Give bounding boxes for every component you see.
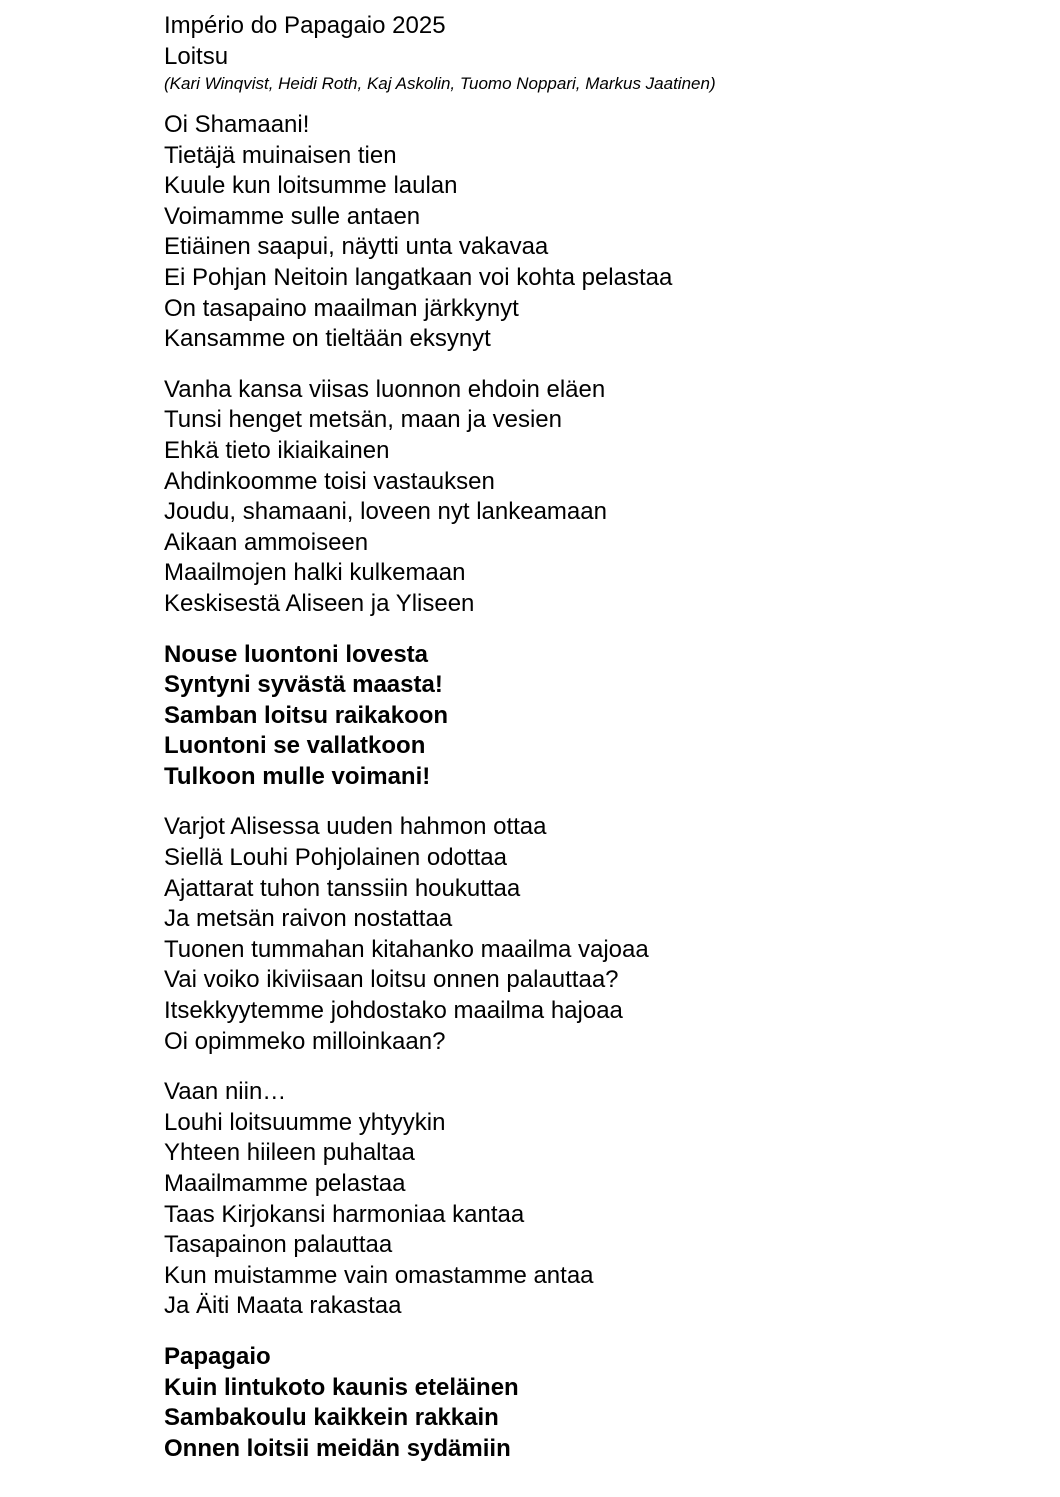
lyric-line: Varjot Alisessa uuden hahmon ottaa xyxy=(164,813,547,841)
chorus-stanza xyxy=(164,1342,1044,1464)
lyric-line: Siellä Louhi Pohjolainen odottaa xyxy=(164,844,507,872)
verse-stanza xyxy=(164,812,1044,1057)
lyrics-body xyxy=(164,110,1044,1464)
lyric-line: Onnen loitsii meidän sydämiin xyxy=(164,1434,511,1462)
song-title: Loitsu xyxy=(164,43,229,70)
lyric-line: Oi opimmeko milloinkaan? xyxy=(164,1027,446,1055)
lyric-line: Ehkä tieto ikiaikainen xyxy=(164,436,390,464)
lyric-line: Tuonen tummahan kitahanko maailma vajoaa xyxy=(164,935,649,963)
lyrics-page xyxy=(164,10,1044,1484)
lyric-line: Kuule kun loitsumme laulan xyxy=(164,172,458,200)
lyric-line: Kuin lintukoto kaunis eteläinen xyxy=(164,1373,519,1401)
lyric-line: Tasapainon palauttaa xyxy=(164,1231,393,1259)
lyric-line: Tunsi henget metsän, maan ja vesien xyxy=(164,406,563,434)
lyric-line: Kun muistamme vain omastamme antaa xyxy=(164,1261,594,1289)
verse-stanza xyxy=(164,375,1044,620)
lyric-line: Sambakoulu kaikkein rakkain xyxy=(164,1404,499,1432)
lyric-line: Ei Pohjan Neitoin langatkaan voi kohta pelastaa xyxy=(164,263,673,291)
lyric-line: Ja Äiti Maata rakastaa xyxy=(164,1292,402,1320)
chorus-stanza xyxy=(164,640,1044,793)
lyric-line: Papagaio xyxy=(164,1342,271,1370)
verse-stanza xyxy=(164,1077,1044,1322)
lyric-line: Louhi loitsuumme yhtyykin xyxy=(164,1108,446,1136)
lyric-line: Vai voiko ikiviisaan loitsu onnen palauttaa? xyxy=(164,966,619,994)
lyric-line: On tasapaino maailman järkkynyt xyxy=(164,294,519,322)
lyric-line: Ja metsän raivon nostattaa xyxy=(164,905,453,933)
lyric-line: Tulkoon mulle voimani! xyxy=(164,762,431,790)
lyric-line: Nouse luontoni lovesta xyxy=(164,640,429,668)
lyric-line: Taas Kirjokansi harmoniaa kantaa xyxy=(164,1200,525,1228)
lyric-line: Maailmamme pelastaa xyxy=(164,1170,406,1197)
verse-stanza xyxy=(164,110,1044,355)
lyric-line: Yhteen hiileen puhaltaa xyxy=(164,1139,415,1167)
lyric-line: Vanha kansa viisas luonnon ehdoin eläen xyxy=(164,375,606,403)
lyric-line: Syntyni syvästä maasta! xyxy=(164,671,443,699)
lyric-line: Vaan niin… xyxy=(164,1078,287,1106)
lyric-line: Ajattarat tuhon tanssiin houkuttaa xyxy=(164,874,521,902)
lyric-line: Aikaan ammoiseen xyxy=(164,528,369,556)
lyric-line: Oi Shamaani! xyxy=(164,111,310,138)
lyric-line: Keskisestä Aliseen ja Yliseen xyxy=(164,589,475,617)
lyric-line: Tietäjä muinaisen tien xyxy=(164,141,397,169)
songwriter-credits: (Kari Winqvist, Heidi Roth, Kaj Askolin, Tuomo Noppari, Markus Jaatinen) xyxy=(164,74,716,93)
lyric-line: Itsekkyytemme johdostako maailma hajoaa xyxy=(164,997,623,1025)
document-title: Império do Papagaio 2025 xyxy=(164,12,446,39)
lyric-line: Luontoni se vallatkoon xyxy=(164,732,426,760)
lyric-line: Joudu, shamaani, loveen nyt lankeamaan xyxy=(164,498,607,526)
lyric-line: Samban loitsu raikakoon xyxy=(164,701,449,729)
lyric-line: Ahdinkoomme toisi vastauksen xyxy=(164,467,495,495)
lyric-line: Etiäinen saapui, näytti unta vakavaa xyxy=(164,233,549,261)
lyric-line: Maailmojen halki kulkemaan xyxy=(164,559,466,587)
lyric-line: Kansamme on tieltään eksynyt xyxy=(164,325,491,353)
lyric-line: Voimamme sulle antaen xyxy=(164,202,421,230)
